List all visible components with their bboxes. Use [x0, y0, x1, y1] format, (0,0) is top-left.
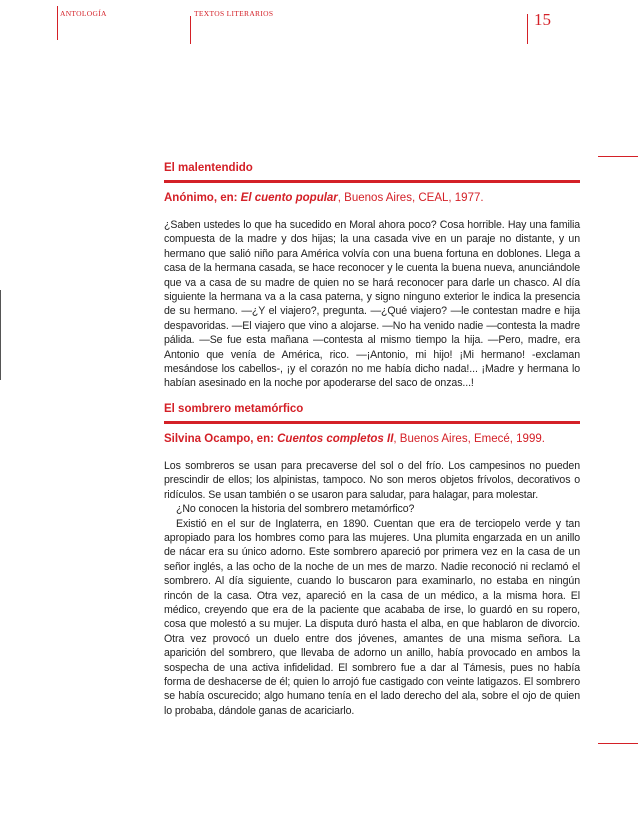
- section-rule: [164, 180, 580, 183]
- source-rest: , Buenos Aires, CEAL, 1977.: [337, 192, 484, 204]
- left-edge-mark: [0, 290, 1, 380]
- paragraph: ¿Saben ustedes lo que ha sucedido en Moral ahora poco? Cosa horrible. Hay una familia compuesta de la madre y dos hijas; la una casada vive en un paraje no distante, y un hermano que salió niño para América volvía con una buena fortuna en doblones. Llega a casa de la hermana casada, se hace reconocer y le cuenta la buena nueva, anunciándole que va a casa de su madre de quien no se hará reconocer para darle un chasco. Al día siguiente la hermana va a la casa paterna, y signo ninguno exterior le indica la presencia de su hermano. —¿Y el viajero?, pregunta. —¿Qué viajero? —le contestan madre e hija despavoridas. —El viajero que vino a alojarse. —No ha venido nadie —contesta la madre pálida. —Se fue esta mañana —contesta al mismo tiempo la hija. —Pero, madre, era Antonio que venía de América, rico. —¡Antonio, mi hijo! ¡Mi hermano! -exclaman mesándose los cabellos-, ¡y el corazón no me había dicho nada!... ¡Madre y hermana lo habían asesinado en la noche por apoderarse del saco de onzas...!: [164, 219, 580, 390]
- source-author: Anónimo, en:: [164, 192, 241, 204]
- paragraph: ¿No conocen la historia del sombrero metamórfico?: [176, 503, 415, 516]
- margin-dash-top: [598, 156, 638, 157]
- header-center-label: TEXTOS LITERARIOS: [194, 9, 274, 18]
- header-left-label: ANTOLOGÍA: [60, 9, 107, 18]
- section-source: [164, 191, 580, 206]
- section-title: El sombrero metamórfico: [164, 402, 304, 415]
- section-el-sombrero-metamorfico: [164, 401, 580, 718]
- section-source: [164, 432, 580, 447]
- section-title: El malentendido: [164, 162, 253, 174]
- source-work: Cuentos completos II: [277, 432, 394, 445]
- content-column: [164, 160, 580, 728]
- paragraph: Existió en el sur de Inglaterra, en 1890. Cuentan que era de terciopelo verde y tan apropiado para los hombres como para las mujeres. Una plumita engarzada en un anillo de nácar era su único adorno. Este sombrero apareció por primera vez en la casa de un señor inglés, a las ocho de la noche de un mes de marzo. Nadie reconoció ni reclamó el sombrero. Al día siguiente, cuando lo buscaron para examinarlo, no estaba en ningún rincón de la casa. Otra vez, apareció en la casa de un médico, a la misma hora. El médico, creyendo que era de la paciente que acababa de irse, lo guardó en su ropero, cosa que molestó a su mujer. La disputa duró hasta el alba, en que hablaron de divorcio. Otra vez provocó un duelo entre dos jóvenes, amantes de una misma señora. La aparición del sombrero, que llevaba de adorno un anillo, había provocado en ambos la sospecha de una activa infidelidad. El sombrero fue a dar al Támesis, pues no había forma de deshacerse de él; quien lo arrojó fue castigado con veinte latigazos. El sombrero se había oscurecido; algo humano tenía en el lado derecho del ala, sobre el ojo de quien lo probaba, dándole ganas de acariciarlo.: [164, 517, 580, 717]
- section-body: [164, 218, 580, 391]
- source-rest: , Buenos Aires, Emecé, 1999.: [393, 432, 545, 445]
- section-el-malentendido: [164, 160, 580, 391]
- header-divider-right: [527, 14, 528, 44]
- section-body: [164, 459, 580, 718]
- page-number: 15: [534, 10, 551, 29]
- header-divider-left: [57, 6, 58, 40]
- margin-dash-bottom: [598, 743, 638, 744]
- source-author: Silvina Ocampo, en:: [164, 432, 278, 445]
- header-divider-center: [190, 16, 191, 44]
- section-rule: [164, 421, 580, 424]
- source-work: El cuento popular: [240, 192, 338, 204]
- paragraph: Los sombreros se usan para precaverse del sol o del frío. Los campesinos no pueden prescindir de ellos; los alpinistas, tampoco. No son meros objetos frívolos, decorativos o ridículos. Se usan también o se usaron para saludar, para halagar, para molestar.: [164, 459, 580, 501]
